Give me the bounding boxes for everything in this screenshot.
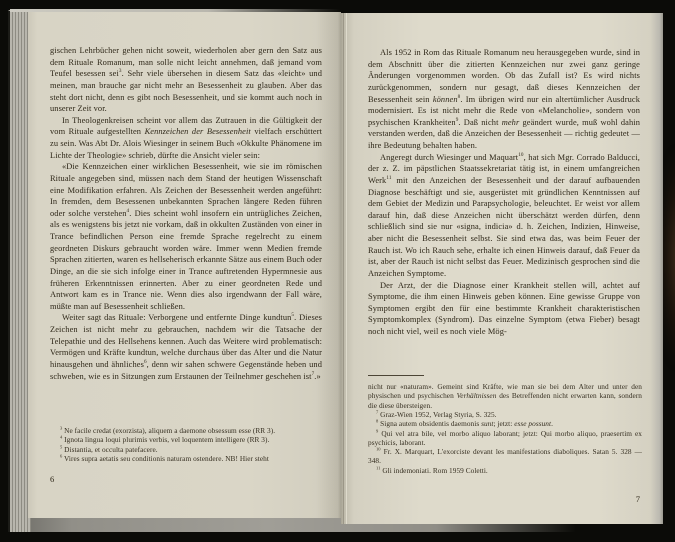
right-page-footnote: $^9$ Qui vel atra bile, vel morbo aliquo laborant; jetzt: Qui morbo aliquo, praesertim ex psychicis, laborant.	[368, 428, 642, 447]
right-page-paragraph: Als 1952 in Rom das Rituale Romanum neu herausgegeben wurde, sind in dem Abschnitt über die zitierten Kennzeichen nur zwei ganz geringe Änderungen vorgenommen worden. Ob das Zufall ist? Es wird nichts zurückgenommen, sondern nur gesagt, daß dieses Kennzeichen der Besessenheit sein können$^8$. Im übrigen wird nur ein altertümlicher Ausdruck modernisiert. Es ist nicht mehr die Rede von «Melancholie», sondern von psychischen Krankheiten$^9$. Daß nicht mehr geändert wurde, muß wohl dahin verstanden werden, daß die Anzeichen der Besessenheit — richtig gedeutet — ihre Bedeutung behalten haben.	[368, 48, 640, 150]
right-page-footnote: $^{11}$ Gli indemoniati. Rom 1959 Coletti.	[376, 465, 488, 475]
right-page-footnote: $^8$ Signa autem obsidentis daemonis sunt; jetzt: esse possunt.	[376, 418, 553, 429]
left-page-footnote: $^3$ Ne facile credat (exorzista), aliquem a daemone obsessum esse (RR 3).	[60, 425, 276, 435]
footnote-separator-rule	[368, 375, 424, 376]
left-page-paragraph: gischen Lehrbücher gehen nicht soweit, wiederholen aber gern den Satz aus dem Rituale Romanum, man solle nicht leicht annehmen, daß jemand vom Teufel besessen sei$^3$. Sehr viele übersehen in diesem Satz das «leicht» und meinen, man brauche gar nicht mehr an Besessenheit zu glauben. Aber das steht dort nicht, denn es gibt noch Besessenheit, und sie kommt auch noch in unserer Zeit vor.	[50, 46, 322, 114]
left-page	[28, 12, 341, 518]
footnote-continuation: nicht nur «naturam». Gemeint sind Kräfte, wie man sie bei dem Alter und unter den physischen und psychischen Verhältnissen des Betreffenden nicht erwarten kann, sondern die diese übersteigen.	[368, 382, 642, 410]
left-page-paragraph: In Theologenkreisen scheint vor allem das Zutrauen in die Gültigkeit der vom Rituale aufgestellten Kennzeichen der Besessenheit vielfach erschüttert zu sein. Was Abt Dr. Alois Wiesinger in seinem Buch «Okkulte Phänomene im Lichte der Theologie» schrieb, dürfte die Ansicht vieler sein:	[50, 115, 323, 160]
left-page-footnote: $^5$ Distantia, et occulta patefacere.	[60, 444, 158, 454]
right-page-number: 7	[635, 494, 640, 504]
left-page-footnote: $^4$ Ignota lingua loqui plurimis verbis, vel loquentem intelligere (RR 3).	[60, 434, 270, 445]
right-page-footnotes	[368, 410, 642, 475]
right-page-body-text	[368, 47, 640, 338]
right-page-footnote: $^{10}$ Fr. X. Marquart, L'exorciste devant les manifestations diaboliques. Satan 5. 328 — 348.	[368, 446, 642, 466]
left-page-paragraph: «Die Kennzeichen einer wirklichen Besessenheit, wie sie im römischen Rituale angegeben sind, müssen nach dem Stand der heutigen Wissenschaft eine Modifikation erfahren. Als Zeichen der Besessenheit werden angeführt: In fremden, dem Besessenen unbekannten Sprachen längere Reden führen oder solche verstehen$^4$. Dies scheint wohl insofern ein untrügliches Zeichen, als es wenigstens bis jetzt nie vorkam, daß in okkulten Zuständen von einer in Trance befindlichen Person eine fremde Sprache regelrecht zu einem geordneten Diskurs gebraucht worden wäre. Immer wenn Medien fremde Sprachen zitierten, waren es hellseherisch erkannte Sätze aus einem Buch oder Dinge, an die sie sich infolge einer in Trance auftretenden Hypermnesie aus früheren Erkenntnissen erinnerten. Aber zu einer geordneten Rede und Antwort kam es in Trance nie. Wenn dies also irgendwann der Fall wäre, müßte man auf Besessenheit schließen.	[50, 162, 322, 311]
left-page-number: 6	[50, 474, 55, 484]
right-page	[341, 13, 663, 524]
left-page-body-text	[50, 45, 322, 382]
left-page-footnotes	[52, 426, 324, 463]
gutter-highlight-line	[346, 13, 347, 524]
gutter-crease-line	[343, 13, 344, 524]
left-page-paragraph: Weiter sagt das Rituale: Verborgene und entfernte Dinge kundtun$^5$. Dieses Zeichen ist nicht mehr zu gebrauchen, nachdem wir die Tatsache der Telepathie und des Hellsehens kennen. Auch das Weitere wird problematisch: Vermögen und Kräfte kundtun, welche durchaus über das Alter und die Natur hinausgehen und ähnliches$^6$, denn wir sahen schwere Gegenstände heben und schweben, wie es in Sitzungen zum Erstaunen der Teilnehmer geschehen ist$^7$.»	[50, 312, 322, 381]
right-page-paragraph: Angeregt durch Wiesinger und Maquart$^{10}$, hat sich Mgr. Corrado Balducci, der z. Z. im päpstlichen Staatssekretariat tätig ist, in einem umfangreichen Werk$^{11}$ mit den Anzeichen der Besessenheit und der darauf aufbauenden Diagnose beschäftigt und sie, ausgerüstet mit gründlichen Kenntnissen auf dem Gebiet der Medizin und Parapsychologie, beleuchtet. Er weist vor allem darauf hin, daß diese Anzeichen nicht überschätzt werden dürfen, denn schließlich sind sie nur «signa, indicia» d. h. Zeichen, Indizien, Hinweise, aber nicht die Besessenheit selbst. Sie sind etwa das, was beim Feuer der Rauch ist. Wo ich Rauch sehe, erhalte ich einen Hinweis darauf, daß Feuer da ist, aber der Rauch ist nicht selbst das Feuer. Medizinisch gesprochen sind die Anzeichen Symptome.	[368, 151, 640, 278]
left-page-footnote: $^6$ Vires supra aetatis seu conditionis naturam ostendere. NB! Hier steht	[60, 453, 269, 463]
right-page-paragraph: Der Arzt, der die Diagnose einer Krankheit stellen will, achtet auf Symptome, die ihm einen Hinweis geben können. Eine gewisse Gruppe von Symptomen ergibt den für eine bestimmte Krankheit charakteristischen Symptomkomplex (Syndrom). Das einzelne Symptom (etwa Fieber) besagt noch nicht viel, weil es noch viele Mög-	[368, 280, 640, 336]
right-page-footnote: $^7$ Graz-Wien 1952, Verlag Styria, S. 325.	[376, 409, 497, 419]
